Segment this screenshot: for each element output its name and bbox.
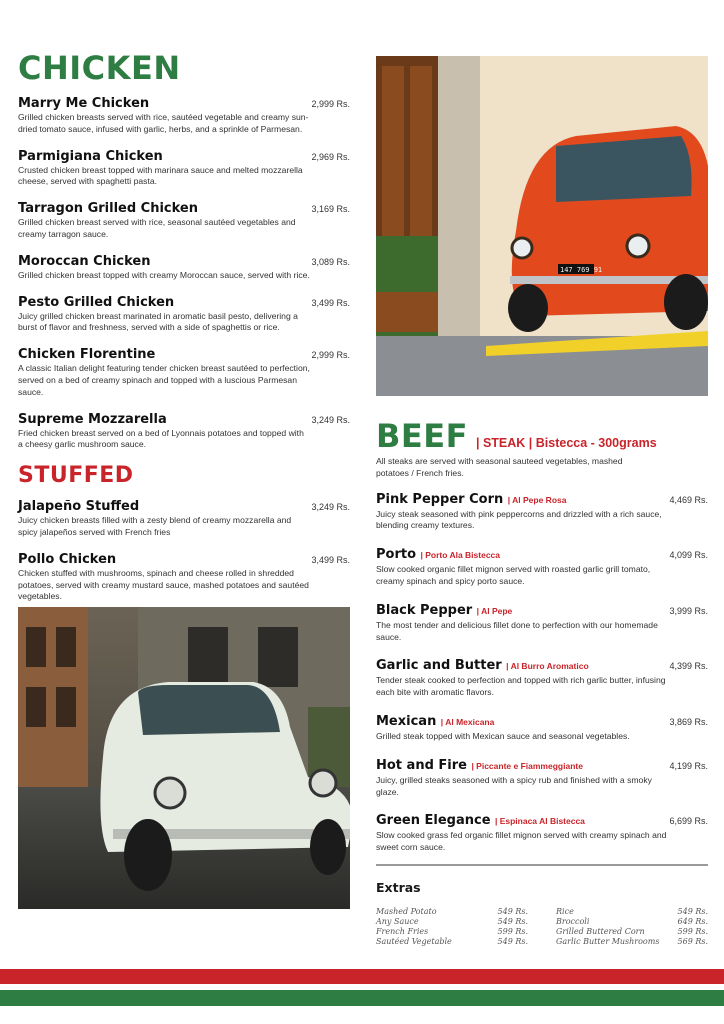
extra-price: 549 Rs. xyxy=(497,906,528,916)
menu-item xyxy=(376,490,708,533)
item-description: Crusted chicken breast topped with marinara sauce and melted mozzarella cheese, served with spaghetti pasta. xyxy=(18,164,303,187)
item-price: 3,249 Rs. xyxy=(311,414,350,425)
extra-name: Any Sauce xyxy=(376,916,419,926)
menu-item xyxy=(18,201,350,241)
extras-divider xyxy=(376,864,708,866)
item-price: 4,099 Rs. xyxy=(669,550,708,561)
item-price: 3,089 Rs. xyxy=(311,256,350,267)
item-description: Juicy steak seasoned with pink peppercorns and drizzled with a rich sauce, blending creamy textures. xyxy=(376,508,662,531)
item-name: Green Elegance xyxy=(376,813,491,829)
item-name: Porto xyxy=(376,547,417,563)
beef-note: All steaks are served with seasonal sauteed vegetables, mashed potatoes / French fries. xyxy=(376,456,623,478)
item-price: 2,999 Rs. xyxy=(311,350,350,361)
menu-item xyxy=(18,254,350,282)
item-price: 4,469 Rs. xyxy=(669,494,708,505)
item-italian-name: | Al Mexicana xyxy=(440,716,495,727)
right-column xyxy=(376,56,708,947)
item-italian-name: | Al Burro Aromatico xyxy=(506,661,589,672)
orange-car-photo xyxy=(376,56,708,396)
extra-price: 649 Rs. xyxy=(677,916,708,926)
item-price: 3,999 Rs. xyxy=(669,605,708,616)
item-price: 3,169 Rs. xyxy=(311,204,350,215)
beef-items xyxy=(376,490,708,854)
orange-car-illustration xyxy=(376,56,708,396)
item-price: 2,969 Rs. xyxy=(311,151,350,162)
menu-item xyxy=(376,656,708,699)
item-description: The most tender and delicious fillet done to perfection with our homemade sauce. xyxy=(376,619,658,642)
item-name: Chicken Florentine xyxy=(18,347,156,363)
item-price: 3,499 Rs. xyxy=(311,554,350,565)
extra-price: 569 Rs. xyxy=(677,936,708,946)
item-description: Grilled chicken breast served with rice, seasonal sautéed vegetables and creamy tarragon sauce. xyxy=(18,217,296,239)
white-car-alley-photo xyxy=(18,607,350,909)
menu-item xyxy=(376,545,708,588)
extra-price: 549 Rs. xyxy=(497,916,528,926)
item-description: Fried chicken breast served on a bed of Lyonnais potatoes and topped with a cheesy garlic mushroom sauce. xyxy=(18,427,304,450)
item-price: 3,869 Rs. xyxy=(669,716,708,727)
extra-name: Grilled Buttered Corn xyxy=(556,926,645,936)
item-description: Slow cooked organic fillet mignon served with roasted garlic grill tomato, creamy spinach and spicy porto sauce. xyxy=(376,564,651,586)
beef-header xyxy=(376,417,708,455)
extra-item xyxy=(556,917,708,927)
extra-item xyxy=(556,907,708,917)
extra-name: Garlic Butter Mushrooms xyxy=(556,936,660,946)
item-description: Chicken stuffed with mushrooms, spinach and cheese rolled in shredded potatoes, served with creamy mustard sauce, mashed potatoes and sautéed vegetables. xyxy=(18,567,309,602)
extra-item xyxy=(376,937,528,947)
extra-price: 599 Rs. xyxy=(497,926,528,936)
green-stripe xyxy=(0,990,724,1006)
extra-name: Mashed Potato xyxy=(376,906,437,916)
item-name: Pesto Grilled Chicken xyxy=(18,294,175,310)
extra-item xyxy=(376,917,528,927)
extras-grid xyxy=(376,907,708,947)
item-italian-name: | Al Pepe xyxy=(476,605,513,616)
menu-item xyxy=(376,601,708,644)
left-column xyxy=(18,49,350,909)
stuffed-section-title: STUFFED xyxy=(18,463,134,489)
extras-right-column xyxy=(556,907,708,947)
beef-section-title: BEEF xyxy=(376,417,468,455)
beef-subtitle: | STEAK | Bistecca - 300grams xyxy=(475,436,657,450)
item-name: Pink Pepper Corn xyxy=(376,491,504,507)
menu-item xyxy=(18,295,350,335)
stuffed-items xyxy=(18,499,350,603)
menu-item xyxy=(18,149,350,189)
red-stripe xyxy=(0,969,724,984)
extra-item xyxy=(556,937,708,947)
item-price: 3,499 Rs. xyxy=(311,297,350,308)
item-name: Garlic and Butter xyxy=(376,658,502,674)
item-description: Juicy, grilled steaks seasoned with a spicy rub and finished with a smoky glaze. xyxy=(376,774,652,797)
item-name: Parmigiana Chicken xyxy=(18,148,163,164)
menu-item xyxy=(376,712,708,743)
item-description: Tender steak cooked to perfection and topped with rich garlic butter, infusing each bite with aromatic flavors. xyxy=(376,675,666,698)
extra-name: Rice xyxy=(556,906,574,916)
item-name: Pollo Chicken xyxy=(18,551,117,567)
item-italian-name: | Piccante e Fiammeggiante xyxy=(471,760,583,771)
extras-title: Extras xyxy=(376,879,421,895)
item-name: Hot and Fire xyxy=(376,757,467,773)
white-car-illustration xyxy=(18,607,350,909)
extra-price: 599 Rs. xyxy=(677,926,708,936)
item-description: Juicy grilled chicken breast marinated in aromatic basil pesto, delivering a burst of flavor and freshness, served with a side of spaghettis or rice. xyxy=(18,310,298,333)
item-name: Supreme Mozzarella xyxy=(18,411,167,427)
extra-item xyxy=(556,927,708,937)
item-price: 6,699 Rs. xyxy=(669,816,708,827)
extra-item xyxy=(376,907,528,917)
extra-name: Broccoli xyxy=(556,916,590,926)
extra-name: Sautéed Vegetable xyxy=(376,936,452,946)
menu-item xyxy=(376,811,708,854)
chicken-items xyxy=(18,96,350,451)
item-name: Mexican xyxy=(376,713,437,729)
item-description: Slow cooked grass fed organic fillet mignon served with creamy spinach and sweet corn sauce. xyxy=(376,830,667,853)
extras-section xyxy=(376,880,708,947)
item-italian-name: | Al Pepe Rosa xyxy=(507,494,567,505)
extra-item xyxy=(376,927,528,937)
item-price: 2,999 Rs. xyxy=(311,99,350,109)
menu-item xyxy=(18,552,350,603)
extras-left-column xyxy=(376,907,528,947)
menu-item xyxy=(18,347,350,398)
extra-name: French Fries xyxy=(376,926,429,936)
chicken-section-title: CHICKEN xyxy=(18,49,181,87)
item-italian-name: | Espinaca Al Bistecca xyxy=(494,816,585,827)
item-name: Tarragon Grilled Chicken xyxy=(18,201,199,217)
menu-item xyxy=(18,499,350,539)
item-description: Grilled chicken breasts served with rice, sautéed vegetable and creamy sun-dried tomato sauce, infused with garlic, herbs, and a sprinkle of Parmesan. xyxy=(18,112,309,134)
menu-item xyxy=(18,412,350,452)
item-description: Grilled steak topped with Mexican sauce and seasonal vegetables. xyxy=(376,730,630,741)
item-name: Black Pepper xyxy=(376,602,473,618)
extra-price: 549 Rs. xyxy=(497,936,528,946)
item-name: Moroccan Chicken xyxy=(18,253,151,269)
item-description: Grilled chicken breast topped with creamy Moroccan sauce, served with rice. xyxy=(18,269,310,280)
item-price: 3,249 Rs. xyxy=(311,502,350,513)
item-description: Juicy chicken breasts filled with a zesty blend of creamy mozzarella and spicy jalapeños served with French fries xyxy=(18,515,292,537)
item-name: Marry Me Chicken xyxy=(18,96,150,111)
item-description: A classic Italian delight featuring tender chicken breast sautéed to perfection, served on a bed of creamy spinach and topped with a luscious Parmesan sauce. xyxy=(18,363,310,397)
item-italian-name: | Porto Ala Bistecca xyxy=(420,550,501,561)
item-price: 4,199 Rs. xyxy=(669,760,708,771)
item-price: 4,399 Rs. xyxy=(669,661,708,672)
menu-item xyxy=(18,96,350,136)
extra-price: 549 Rs. xyxy=(677,906,708,916)
license-plate: 147 769 91 xyxy=(560,266,603,274)
item-name: Jalapeño Stuffed xyxy=(18,499,140,515)
menu-item xyxy=(376,756,708,799)
